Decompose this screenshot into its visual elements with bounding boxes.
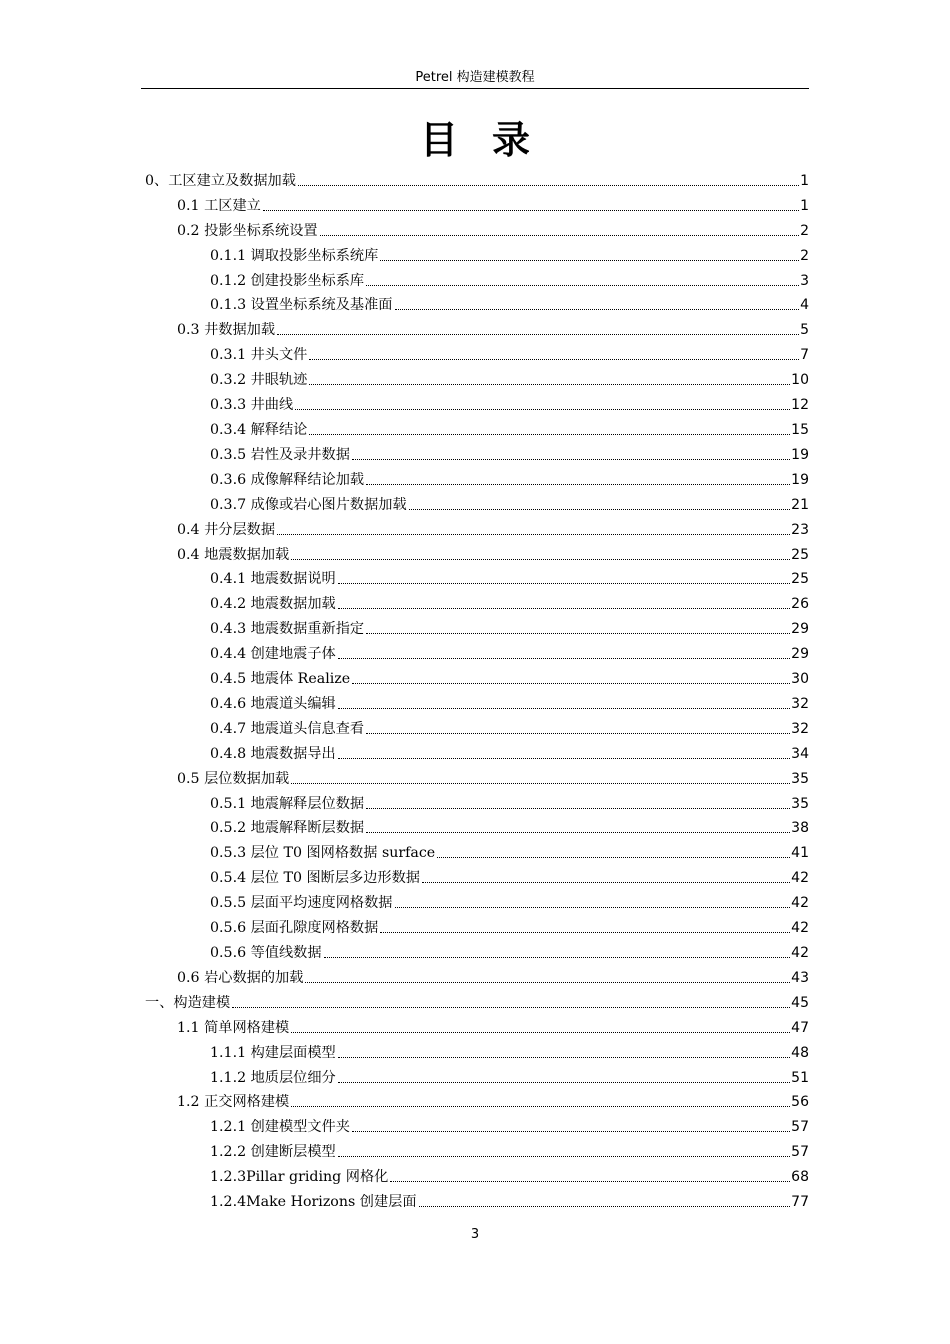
toc-entry-label: 0.3 井数据加载 — [177, 322, 276, 339]
toc-dot-leader — [380, 260, 799, 261]
toc-entry-page: 47 — [791, 1019, 809, 1036]
toc-entry-label: 0.5.2 地震解释断层数据 — [210, 820, 365, 837]
toc-entry-label: 0.5.3 层位 T0 图网格数据 surface — [210, 845, 436, 862]
toc-entry[interactable] — [141, 1186, 809, 1211]
toc-entry-page: 23 — [791, 521, 809, 538]
toc-dot-leader — [291, 559, 790, 560]
toc-entry-label: 0.5.5 层面平均速度网格数据 — [210, 895, 393, 912]
toc-entry[interactable] — [141, 738, 809, 763]
toc-dot-leader — [422, 882, 790, 883]
toc-entry[interactable] — [141, 987, 809, 1012]
toc-entry[interactable] — [141, 514, 809, 539]
toc-entry[interactable] — [141, 215, 809, 240]
toc-entry-page: 3 — [800, 272, 809, 289]
page-number: 3 — [470, 1227, 480, 1242]
toc-entry[interactable] — [141, 713, 809, 738]
toc-entry[interactable] — [141, 1037, 809, 1062]
toc-entry-page: 57 — [791, 1144, 809, 1161]
toc-entry-label: 1.2.4Make Horizons 创建层面 — [210, 1194, 417, 1211]
toc-entry[interactable] — [141, 539, 809, 564]
toc-dot-leader — [419, 1206, 791, 1207]
toc-entry[interactable] — [141, 489, 809, 514]
toc-entry-page: 25 — [791, 571, 809, 588]
toc-dot-leader — [338, 658, 790, 659]
toc-entry-page: 1 — [800, 197, 809, 214]
toc-entry-label: 0.3.5 岩性及录井数据 — [210, 446, 350, 463]
toc-entry[interactable] — [141, 588, 809, 613]
toc-entry-page: 32 — [791, 720, 809, 737]
toc-dot-leader — [309, 434, 790, 435]
toc-entry-label: 1.2.3Pillar griding 网格化 — [210, 1169, 389, 1186]
header-divider — [141, 88, 809, 89]
toc-entry-page: 30 — [791, 671, 809, 688]
toc-entry-label: 0.4.4 创建地震子体 — [210, 646, 336, 663]
toc-dot-leader — [366, 733, 790, 734]
toc-entry-page: 25 — [791, 546, 809, 563]
toc-dot-leader — [352, 683, 790, 684]
toc-entry[interactable] — [141, 613, 809, 638]
toc-dot-leader — [380, 932, 790, 933]
toc-entry-label: 0.3.4 解释结论 — [210, 421, 308, 438]
toc-dot-leader — [338, 1057, 790, 1058]
toc-entry-label: 0.1.3 设置坐标系统及基准面 — [210, 297, 393, 314]
toc-dot-leader — [291, 1032, 790, 1033]
toc-dot-leader — [338, 1082, 790, 1083]
toc-entry-page: 56 — [791, 1094, 809, 1111]
toc-entry-label: 1.1 简单网格建模 — [177, 1019, 290, 1036]
toc-dot-leader — [338, 758, 790, 759]
toc-entry-page: 51 — [791, 1069, 809, 1086]
toc-dot-leader — [277, 334, 799, 335]
toc-dot-leader — [324, 957, 791, 958]
toc-entry[interactable] — [141, 837, 809, 862]
toc-entry-page: 26 — [791, 596, 809, 613]
toc-entry[interactable] — [141, 1087, 809, 1112]
toc-entry[interactable] — [141, 1136, 809, 1161]
toc-dot-leader — [277, 534, 790, 535]
toc-entry[interactable] — [141, 265, 809, 290]
toc-entry-label: 0.4.8 地震数据导出 — [210, 745, 336, 762]
toc-entry[interactable] — [141, 414, 809, 439]
toc-entry[interactable] — [141, 290, 809, 315]
toc-dot-leader — [352, 1131, 790, 1132]
toc-entry-page: 19 — [791, 446, 809, 463]
toc-dot-leader — [291, 783, 790, 784]
table-of-contents — [141, 165, 809, 1211]
toc-entry-label: 0.3.1 井头文件 — [210, 347, 308, 364]
toc-dot-leader — [366, 633, 790, 634]
toc-entry-page: 68 — [791, 1169, 809, 1186]
toc-dot-leader — [366, 285, 799, 286]
toc-entry-page: 15 — [791, 421, 809, 438]
toc-dot-leader — [395, 309, 800, 310]
toc-entry-page: 29 — [791, 621, 809, 638]
toc-dot-leader — [338, 1156, 790, 1157]
toc-entry-label: 0.3.6 成像解释结论加载 — [210, 471, 365, 488]
toc-entry[interactable] — [141, 788, 809, 813]
toc-entry[interactable] — [141, 962, 809, 987]
toc-entry-label: 1.2.1 创建模型文件夹 — [210, 1119, 350, 1136]
toc-entry-page: 42 — [791, 945, 809, 961]
toc-entry-label: 0.4.6 地震道头编辑 — [210, 695, 336, 712]
toc-dot-leader — [263, 210, 799, 211]
toc-entry-label: 0.4.7 地震道头信息查看 — [210, 720, 365, 737]
toc-entry-page: 4 — [800, 297, 809, 314]
toc-entry[interactable] — [141, 1062, 809, 1087]
toc-entry-label: 0.5.4 层位 T0 图断层多边形数据 — [210, 870, 420, 887]
toc-entry-label: 1.2.2 创建断层模型 — [210, 1144, 336, 1161]
toc-entry-page: 1 — [800, 172, 809, 189]
toc-entry-page: 45 — [791, 994, 809, 1011]
toc-dot-leader — [395, 907, 791, 908]
toc-entry-page: 29 — [791, 646, 809, 663]
running-header: Petrel 构造建模教程 — [415, 70, 535, 85]
toc-dot-leader — [338, 583, 790, 584]
toc-entry-label: 0.4.2 地震数据加载 — [210, 596, 336, 613]
toc-dot-leader — [291, 1106, 790, 1107]
toc-dot-leader — [338, 708, 790, 709]
toc-dot-leader — [352, 459, 790, 460]
toc-dot-leader — [366, 808, 790, 809]
toc-dot-leader — [232, 1007, 790, 1008]
toc-entry-page: 35 — [791, 770, 809, 787]
toc-entry[interactable] — [141, 240, 809, 265]
toc-entry-label: 0.5.6 等值线数据 — [210, 945, 322, 961]
toc-entry[interactable] — [141, 1012, 809, 1037]
toc-entry-page: 12 — [791, 397, 809, 414]
toc-dot-leader — [309, 384, 790, 385]
toc-dot-leader — [437, 857, 790, 858]
toc-entry[interactable] — [141, 389, 809, 414]
toc-entry-label: 0.3.3 井曲线 — [210, 397, 294, 414]
toc-entry-label: 0、工区建立及数据加载 — [145, 172, 296, 189]
toc-dot-leader — [338, 608, 790, 609]
toc-entry-page: 19 — [791, 471, 809, 488]
toc-entry-label: 0.4.1 地震数据说明 — [210, 571, 336, 588]
toc-entry-page: 35 — [791, 795, 809, 812]
toc-entry[interactable] — [141, 364, 809, 389]
toc-entry-page: 7 — [800, 347, 809, 364]
toc-entry-label: 0.5 层位数据加载 — [177, 770, 290, 787]
toc-entry-page: 34 — [791, 745, 809, 762]
toc-entry-page: 10 — [791, 372, 809, 389]
toc-dot-leader — [298, 185, 799, 186]
toc-entry-page: 32 — [791, 695, 809, 712]
toc-dot-leader — [305, 982, 790, 983]
toc-entry-page: 2 — [800, 222, 809, 239]
toc-dot-leader — [409, 509, 790, 510]
toc-entry-page: 77 — [791, 1194, 809, 1211]
toc-entry-label: 0.2 投影坐标系统设置 — [177, 222, 318, 239]
toc-entry-page: 38 — [791, 820, 809, 837]
toc-entry[interactable] — [141, 314, 809, 339]
toc-entry-page: 42 — [791, 870, 809, 887]
toc-entry-page: 5 — [800, 322, 809, 339]
toc-entry-page: 48 — [791, 1044, 809, 1061]
toc-entry[interactable] — [141, 763, 809, 788]
toc-entry[interactable] — [141, 1111, 809, 1136]
toc-entry-label: 1.2 正交网格建模 — [177, 1094, 290, 1111]
toc-entry[interactable] — [141, 439, 809, 464]
toc-entry[interactable] — [141, 339, 809, 364]
toc-entry-page: 43 — [791, 969, 809, 986]
toc-entry-label: 0.3.2 井眼轨迹 — [210, 372, 308, 389]
toc-entry[interactable] — [141, 887, 809, 912]
toc-entry-page: 41 — [791, 845, 809, 862]
toc-entry-label: 0.1.2 创建投影坐标系库 — [210, 272, 365, 289]
toc-dot-leader — [295, 409, 790, 410]
toc-dot-leader — [320, 235, 800, 236]
toc-entry[interactable] — [141, 912, 809, 937]
toc-entry[interactable] — [141, 464, 809, 489]
toc-entry-page: 42 — [791, 895, 809, 912]
page-title: 目录 — [419, 118, 564, 162]
toc-entry[interactable] — [141, 1161, 809, 1186]
toc-dot-leader — [366, 484, 790, 485]
toc-entry-label: 0.1.1 调取投影坐标系统库 — [210, 247, 379, 264]
toc-entry-label: 0.4.5 地震体 Realize — [210, 671, 351, 688]
toc-entry[interactable] — [141, 165, 809, 190]
toc-entry-label: 0.5.1 地震解释层位数据 — [210, 795, 365, 812]
toc-entry[interactable] — [141, 688, 809, 713]
toc-entry-page: 21 — [791, 496, 809, 513]
toc-entry[interactable] — [141, 862, 809, 887]
toc-entry[interactable] — [141, 937, 809, 962]
toc-entry[interactable] — [141, 813, 809, 838]
toc-entry[interactable] — [141, 190, 809, 215]
toc-entry-page: 57 — [791, 1119, 809, 1136]
toc-entry-label: 1.1.2 地质层位细分 — [210, 1069, 336, 1086]
toc-entry-label: 0.3.7 成像或岩心图片数据加载 — [210, 496, 407, 513]
toc-entry-label: 0.4.3 地震数据重新指定 — [210, 621, 365, 638]
toc-dot-leader — [366, 832, 790, 833]
toc-dot-leader — [390, 1181, 790, 1182]
toc-entry-label: 0.4 地震数据加载 — [177, 546, 290, 563]
toc-entry-label: 0.5.6 层面孔隙度网格数据 — [210, 920, 379, 937]
toc-entry-label: 1.1.1 构建层面模型 — [210, 1044, 336, 1061]
toc-entry-label: 0.1 工区建立 — [177, 197, 261, 214]
toc-entry[interactable] — [141, 638, 809, 663]
toc-entry-label: 一、构造建模 — [145, 994, 231, 1011]
toc-dot-leader — [309, 359, 799, 360]
toc-entry-page: 2 — [800, 247, 809, 264]
toc-entry[interactable] — [141, 663, 809, 688]
toc-entry[interactable] — [141, 564, 809, 589]
toc-entry-label: 0.6 岩心数据的加载 — [177, 969, 304, 986]
toc-entry-label: 0.4 井分层数据 — [177, 521, 276, 538]
toc-entry-page: 42 — [791, 920, 809, 937]
